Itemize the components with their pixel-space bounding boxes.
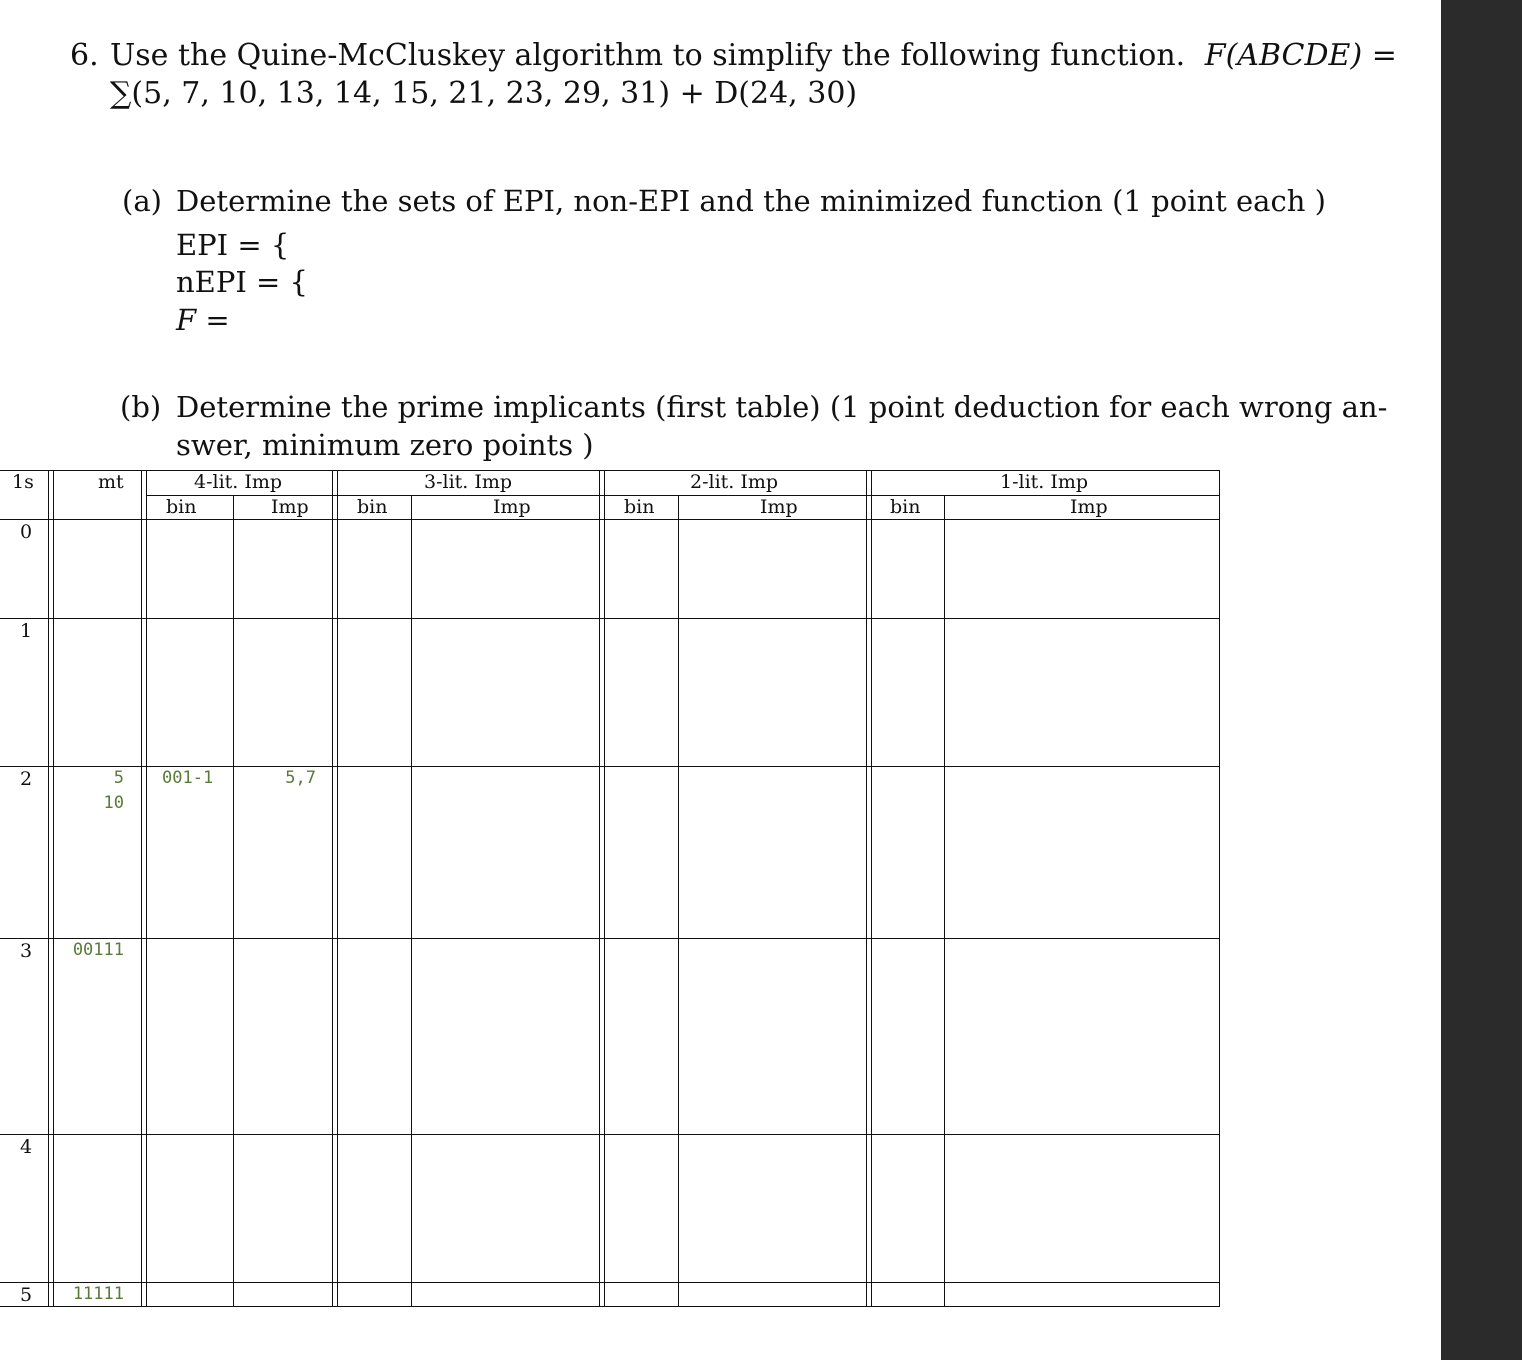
- subheader-bin: bin: [624, 496, 655, 518]
- col-divider: [233, 495, 234, 1307]
- dark-side-panel: [1441, 0, 1522, 1360]
- sum-expression: ∑(5, 7, 10, 13, 14, 15, 21, 23, 29, 31) + D(24, 30): [110, 76, 858, 111]
- minterm-cell: 5: [113, 768, 124, 788]
- bin-cell: 001-1: [162, 768, 214, 788]
- function-lhs: F(ABCDE) =: [1204, 38, 1397, 73]
- subheader-bin: bin: [890, 496, 921, 518]
- part-b-label: (b): [120, 390, 162, 424]
- subheader-imp: Imp: [760, 496, 798, 518]
- col-divider: [146, 470, 147, 1307]
- col-divider: [141, 470, 142, 1307]
- epi-line: EPI = {: [176, 228, 290, 262]
- table-right-border: [1219, 470, 1220, 1307]
- col-divider: [48, 470, 49, 1307]
- col-divider: [332, 470, 333, 1307]
- header-1lit: 1-lit. Imp: [1000, 471, 1089, 493]
- nepi-line: nEPI = {: [176, 265, 309, 299]
- row-label: 5: [20, 1284, 33, 1306]
- header-4lit: 4-lit. Imp: [194, 471, 283, 493]
- col-divider: [337, 470, 338, 1307]
- row-divider: [0, 766, 1220, 767]
- subheader-imp: Imp: [271, 496, 309, 518]
- header-bottom-border: [0, 519, 1220, 520]
- col-divider: [411, 495, 412, 1307]
- part-a-text: Determine the sets of EPI, non-EPI and the minimized function (1 point each ): [176, 184, 1326, 218]
- part-a-label: (a): [122, 184, 162, 218]
- col-divider: [599, 470, 600, 1307]
- question-text: [110, 37, 1397, 75]
- part-b-text-line1: Determine the prime implicants (first table) (1 point deduction for each wrong an-: [176, 390, 1388, 424]
- table-bottom-border: [0, 1306, 1220, 1307]
- subheader-bin: bin: [166, 496, 197, 518]
- imp-cell: 5,7: [285, 768, 316, 788]
- col-divider: [871, 470, 872, 1307]
- row-divider: [0, 618, 1220, 619]
- row-label: 3: [20, 940, 33, 962]
- row-divider: [0, 1134, 1220, 1135]
- header-mt: mt: [98, 471, 124, 493]
- col-divider: [866, 470, 867, 1307]
- col-divider: [604, 470, 605, 1307]
- col-divider: [53, 470, 54, 1307]
- row-label: 4: [20, 1136, 33, 1158]
- minterm-cell: 10: [103, 793, 124, 813]
- row-label: 1: [20, 620, 33, 642]
- col-divider: [678, 495, 679, 1307]
- header-2lit: 2-lit. Imp: [690, 471, 779, 493]
- minterm-cell: 00111: [72, 940, 124, 960]
- subheader-imp: Imp: [1070, 496, 1108, 518]
- header-ones: 1s: [12, 471, 34, 493]
- row-divider: [0, 938, 1220, 939]
- question-instruction: Use the Quine-McCluskey algorithm to simplify the following function.: [110, 38, 1186, 73]
- col-divider: [944, 495, 945, 1307]
- header-3lit: 3-lit. Imp: [424, 471, 513, 493]
- row-label: 0: [20, 521, 33, 543]
- question-number: 6.: [70, 38, 99, 73]
- minterm-cell: 11111: [72, 1284, 124, 1304]
- row-label: 2: [20, 768, 33, 790]
- row-divider: [0, 1282, 1220, 1283]
- subheader-imp: Imp: [493, 496, 531, 518]
- f-line: F =: [176, 303, 230, 337]
- subheader-bin: bin: [357, 496, 388, 518]
- part-b-text-line2: swer, minimum zero points ): [176, 428, 594, 462]
